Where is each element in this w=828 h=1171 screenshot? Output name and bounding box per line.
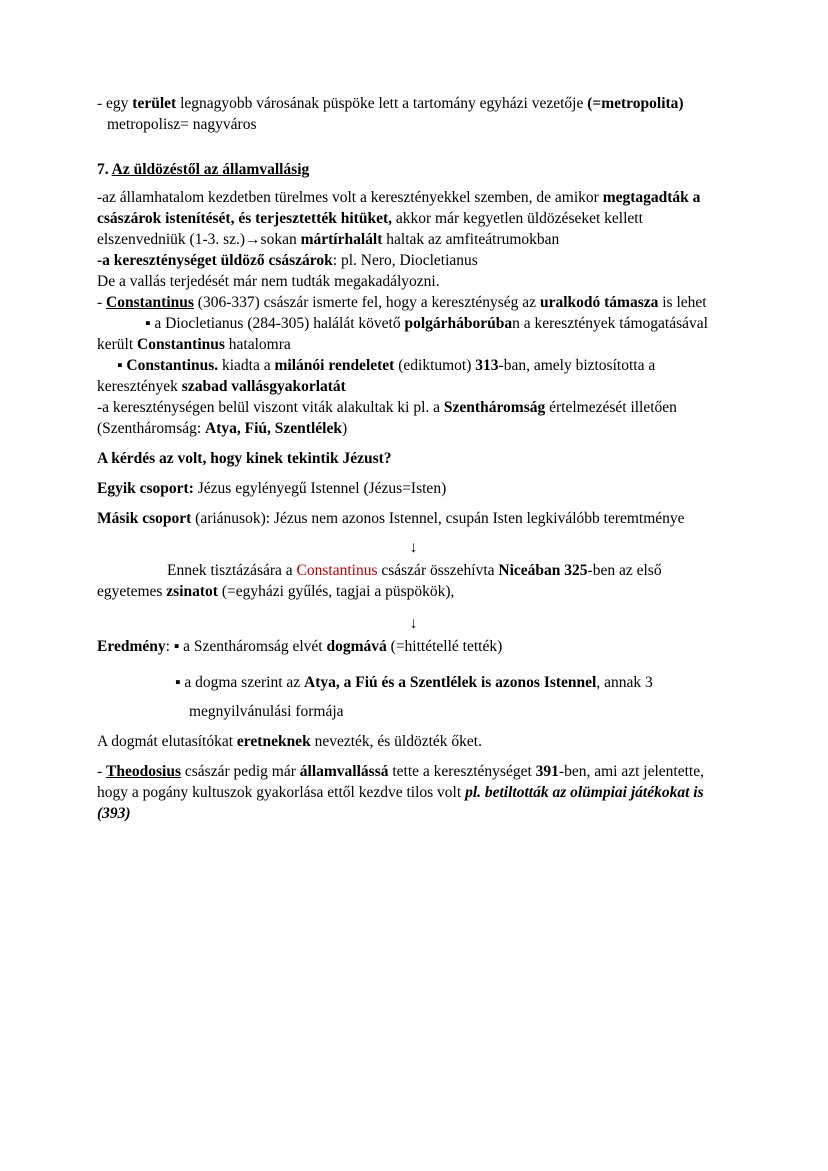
text-run: n a keresztények támogatásával került: [97, 315, 708, 353]
text-run: Atya, Fiú, Szentlélek: [205, 420, 342, 437]
text-run: -ben, ami azt jelentette, hogy a pogány kultuszok gyakorlása ettől kezdve tilos volt: [97, 763, 704, 801]
text-run: Szentháromság: [443, 399, 546, 416]
text-run: : pl. Nero, Diocletianus: [332, 252, 478, 269]
text-run: (ediktumot): [394, 357, 476, 374]
down-arrow-2: [97, 613, 730, 634]
paragraph-trinity-debate: [97, 397, 730, 439]
paragraph-group-one: [97, 478, 730, 499]
text-run: nevezték, és üldözték őket.: [310, 733, 482, 750]
text-run: Atya, a Fiú és a Szentlélek is azonos Istennel: [304, 674, 597, 691]
text-run: -az államhatalom kezdetben türelmes volt a keresztényekkel szemben, de amikor: [97, 189, 603, 206]
text-run: Niceában 325: [498, 562, 588, 579]
text-run: eretneknek: [236, 733, 311, 750]
text-run: , annak 3: [596, 674, 653, 691]
text-run: tette a kereszténységet: [388, 763, 536, 780]
down-arrow-1: [97, 537, 730, 558]
text-run: ▪ a dogma szerint az: [175, 674, 305, 691]
text-run: (ariánusok): Jézus nem azonos Istennel, csupán Isten legkiválóbb teremtménye: [191, 510, 685, 527]
paragraph-persecuting-emperors: [97, 250, 730, 271]
text-run: (306-337) császár ismerte fel, hogy a kereszténység az: [193, 294, 540, 311]
text-run: -a kereszténységet üldöző császárok: [97, 252, 333, 269]
bullet-milan-edict: [97, 355, 730, 397]
text-run: pl. betiltották az olümpiai játékokat is (393): [97, 784, 704, 822]
text-run: dogmává: [326, 638, 387, 655]
down-arrow-glyph: ↓: [409, 615, 418, 632]
paragraph-constantinus: [97, 292, 730, 313]
text-run: Jézus egylényegű Istennel (Jézus=Isten): [193, 480, 447, 497]
paragraph-theodosius: [97, 761, 730, 824]
text-run: ▪ a Diocletianus (284-305) halálát követő: [145, 315, 405, 332]
text-run: Ennek tisztázására a: [167, 562, 297, 579]
text-run: hatalomra: [224, 336, 291, 353]
text-run: terület: [132, 95, 177, 112]
text-run: uralkodó támasza: [539, 294, 659, 311]
text-run: 391: [535, 763, 559, 780]
text-run: A dogmát elutasítókat: [97, 733, 237, 750]
text-run: A kérdés az volt, hogy kinek tekintik Jézust?: [97, 450, 392, 467]
text-run: (=hittétellé tették): [386, 638, 503, 655]
text-run: -: [97, 294, 107, 311]
paragraph-spread: [97, 271, 730, 292]
paragraph-result: [97, 636, 730, 657]
down-arrow-glyph: ↓: [409, 539, 418, 556]
text-run: 313: [475, 357, 499, 374]
section-heading-title: Az üldözéstől az államvallásig: [111, 161, 310, 178]
text-run: zsinatot: [166, 583, 218, 600]
text-run: ▪: [117, 357, 127, 374]
text-run: államvallássá: [299, 763, 389, 780]
text-run: Constantinus.: [126, 357, 219, 374]
paragraph-question: [97, 448, 730, 469]
text-run: Eredmény: [97, 638, 166, 655]
text-run: akkor már kegyetlen üldözéseket kellett elszenvedniük (1-3. sz.)→sokan: [97, 210, 643, 248]
section-heading: [97, 159, 730, 180]
text-run: (=metropolita): [587, 95, 684, 112]
bullet-civil-war: [97, 313, 730, 355]
text-run: értelmezését illetően (Szentháromság:: [97, 399, 677, 437]
text-run: is lehet: [658, 294, 707, 311]
text-run: szabad vallásgyakorlatát: [181, 378, 346, 395]
text-run: (=egyházi gyűlés, tagjai a püspökök),: [217, 583, 455, 600]
paragraph-metropolisz-definition: [97, 114, 730, 135]
paragraph-group-two: [97, 508, 730, 529]
text-run: Theodosius: [106, 763, 181, 780]
paragraph-metropolita: [97, 93, 730, 114]
text-run: -ban, amely biztosította a keresztények: [97, 357, 656, 395]
text-run: : ▪ a Szentháromság elvét: [165, 638, 327, 655]
text-run: 7.: [97, 161, 112, 178]
text-run: Másik csoport: [97, 510, 192, 527]
text-run: De a vallás terjedését már nem tudták megakadályozni.: [97, 273, 440, 290]
paragraph-heretics: [97, 731, 730, 752]
text-run: megtagadták a császárok istenítését, és terjesztették hitüket,: [97, 189, 701, 227]
text-run-red-constantinus: Constantinus: [296, 562, 378, 579]
text-run: milánói rendeletet: [274, 357, 395, 374]
paragraph-persecution: [97, 187, 730, 250]
text-run: legnagyobb városának püspöke lett a tartomány egyházi vezetője: [176, 95, 588, 112]
text-run: -: [97, 763, 107, 780]
bullet-dogma: [175, 672, 730, 693]
text-run: mártírhalált: [300, 231, 383, 248]
text-run: Constantinus: [106, 294, 194, 311]
text-run: császár pedig már: [181, 763, 300, 780]
text-run: Constantinus: [137, 336, 225, 353]
paragraph-dogma-continuation: [189, 701, 730, 722]
text-run: Egyik csoport:: [97, 480, 194, 497]
text-run: -ben az első egyetemes: [97, 562, 662, 600]
text-run: - egy: [97, 95, 133, 112]
text-run: császár összehívta: [377, 562, 499, 579]
text-run: metropolisz= nagyváros: [107, 116, 257, 133]
text-run: -a kereszténységen belül viszont viták alakultak ki pl. a: [97, 399, 444, 416]
text-run: megnyilvánulási formája: [189, 703, 344, 720]
text-run: haltak az amfiteátrumokban: [382, 231, 560, 248]
paragraph-nicea-council: [97, 560, 730, 602]
text-run: polgárháborúba: [404, 315, 513, 332]
text-run: kiadta a: [218, 357, 275, 374]
text-run: ): [341, 420, 348, 437]
